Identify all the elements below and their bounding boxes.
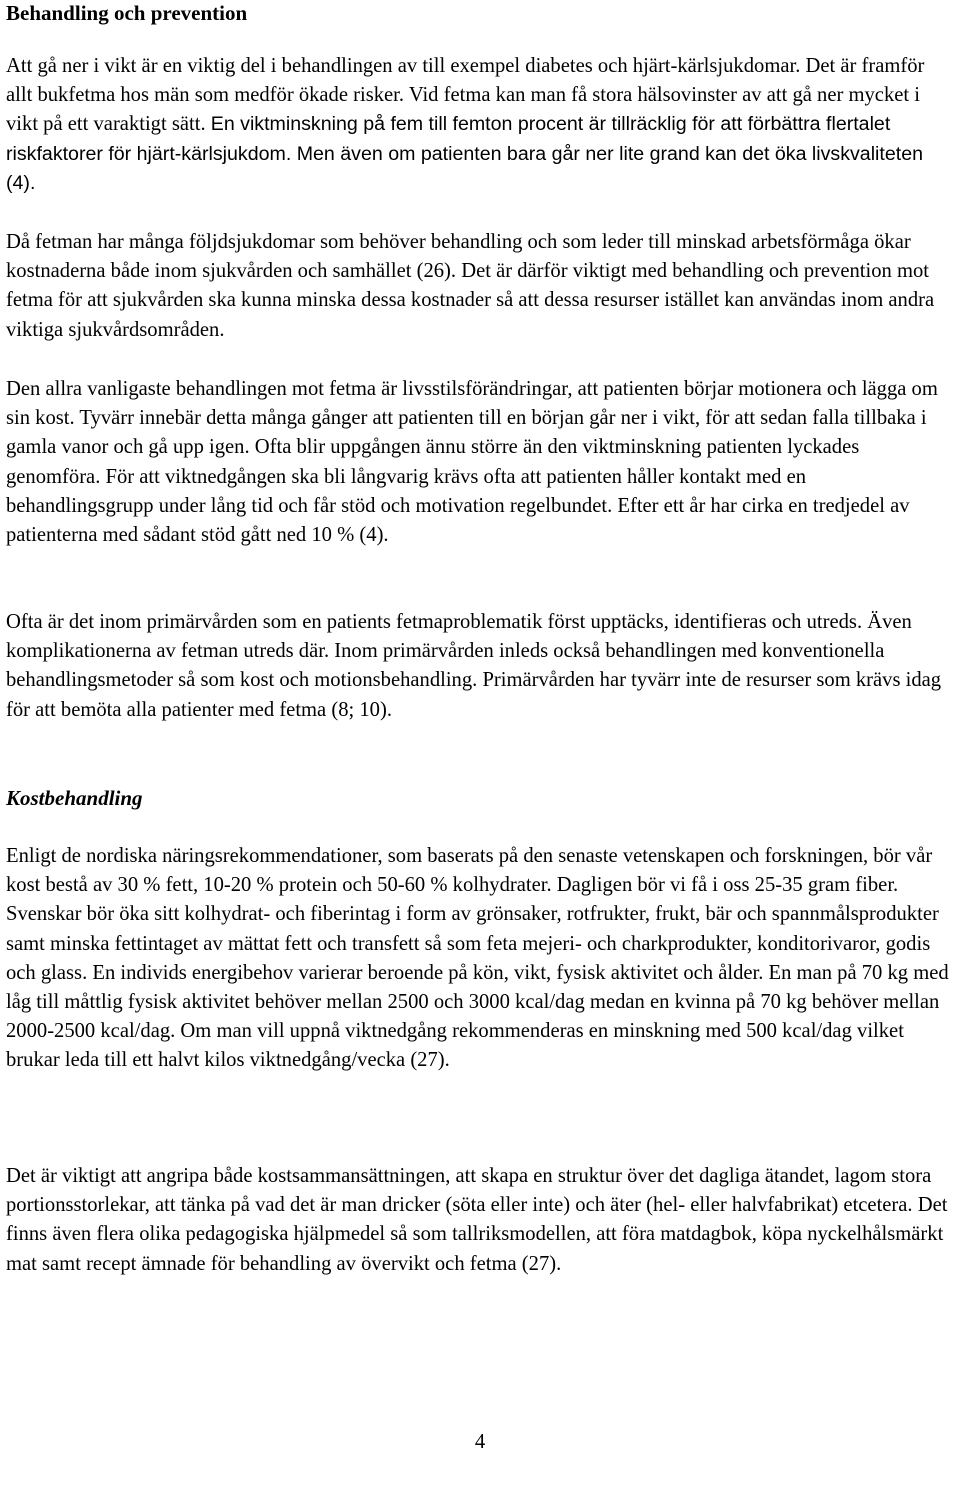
paragraph-primary-care: Ofta är det inom primärvården som en patients fetmaproblematik först upptäcks, identifieras och utreds. Även komplikationerna av fetman utreds där. Inom primärvården inleds också behandlingen med konventionella behandlingsmetoder så som kost och motionsbehandling. Primärvården har tyvärr inte de resurser som krävs idag för att bemöta alla patienter med fetma (8; 10). <box>6 611 942 721</box>
page-number: 4 <box>474 1431 486 1453</box>
paragraph-nutrition: Enligt de nordiska näringsrekommendationer, som baserats på den senaste vetenskapen och forskningen, bör vår kost bestå av 30 % fett, 10-20 % protein och 50-60 % kolhydrater. Dagligen bör vi få i oss 25-35 gram fiber. Svenskar bör öka sitt kolhydrat- och fiberintag i form av grönsaker, rotfrukter, frukt, bär och spannmålsprodukter samt minska fettintaget av mättat fett och transfett så som feta mejeri- och charkprodukter, konditorivaror, godis och glass. En individs energibehov varierar beroende på kön, vikt, fysisk aktivitet och ålder. En man på 70 kg med låg till måttlig fysisk aktivitet behöver mellan 2500 och 3000 kcal/dag medan en kvinna på 70 kg behöver mellan 2000-2500 kcal/dag. Om man vill uppnå viktnedgång rekommenderas en minskning med 500 kcal/dag vilket brukar leda till ett halvt kilos viktnedgång/vecka (27). <box>6 845 949 1072</box>
paragraph-weight-loss-sans: En viktminskning på fem till femton procent är tillräcklig för att förbättra flertalet riskfaktorer för hjärt-kärlsjukdom. Men även om patienten bara går ner lite grand kan det öka livskvaliteten (4). <box>6 113 923 194</box>
paragraph-costs: Då fetman har många följdsjukdomar som behöver behandling och som leder till minskad arbetsförmåga ökar kostnaderna både inom sjukvården och samhället (26). Det är därför viktigt med behandling och prevention mot fetma för att sjukvården ska kunna minska dessa kostnader så att dessa resurser istället kan användas inom andra viktiga sjukvårdsområden. <box>6 231 935 341</box>
paragraph-weight-loss <box>6 52 954 198</box>
section-heading: Behandling och prevention <box>6 1 248 25</box>
paragraph-weight-loss-serif: Att gå ner i vikt är en viktig del i behandlingen av till exempel diabetes och hjärt-kärlsjukdomar. Det är framför allt bukfetma hos män som medför ökade risker. Vid fetma kan man få stora hälsovinster av att gå ner mycket i vikt på ett varaktigt sätt. <box>6 55 925 136</box>
subsection-heading: Kostbehandling <box>6 786 143 810</box>
paragraph-diet-structure: Det är viktigt att angripa både kostsammansättningen, att skapa en struktur över det dagliga ätandet, lagom stora portionsstorlekar, att tänka på vad det är man dricker (söta eller inte) och äter (hel- eller halvfabrikat) etcetera. Det finns även flera olika pedagogiska hjälpmedel så som tallriksmodellen, att föra matdagbok, köpa nyckelhålsmärkt mat samt recept ämnade för behandling av övervikt och fetma (27). <box>6 1165 948 1275</box>
paragraph-lifestyle: Den allra vanligaste behandlingen mot fetma är livsstilsförändringar, att patienten börjar motionera och lägga om sin kost. Tyvärr innebär detta många gånger att patienten till en början går ner i vikt, för att sedan falla tillbaka i gamla vanor och gå upp igen. Ofta blir uppgången ännu större än den viktminskning patienten lyckades genomföra. För att viktnedgången ska bli långvarig krävs ofta att patienten håller kontakt med en behandlingsgrupp under lång tid och får stöd och motivation regelbundet. Efter ett år har cirka en tredjedel av patienterna med sådant stöd gått ned 10 % (4). <box>6 378 938 547</box>
